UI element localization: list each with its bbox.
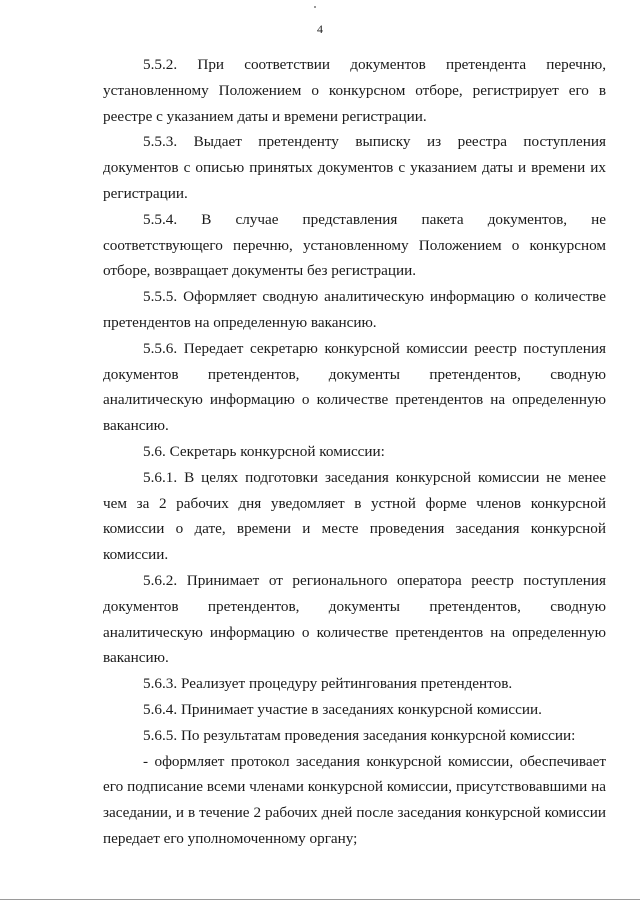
paragraph-5-5-4: 5.5.4. В случае представления пакета документов, не соответствующего перечню, установленному Положением о конкурсном отборе, возвращает документы без регистрации. bbox=[103, 210, 606, 280]
scan-bottom-edge bbox=[0, 899, 640, 900]
paragraph-5-6-3: 5.6.3. Реализует процедуру рейтингования претендентов. bbox=[143, 675, 513, 693]
paragraph-protocol-item: - оформляет протокол заседания конкурсной комиссии, обеспечивает его подписание всеми членами конкурсной комиссии, присутствовавшими на заседании, и в течение 2 рабочих дней после заседания конкурсной комиссии передает его уполномоченному органу; bbox=[103, 752, 606, 847]
paragraph-5-5-6: 5.5.6. Передает секретарю конкурсной комиссии реестр поступления документов претендентов, документы претендентов, сводную аналитическую информацию о количестве претендентов на определенную вакансию. bbox=[103, 339, 606, 435]
paragraph-5-5-3: 5.5.3. Выдает претенденту выписку из реестра поступления документов с описью принятых документов с указанием даты и времени их регистрации. bbox=[103, 133, 606, 202]
paragraph-5-6-1: 5.6.1. В целях подготовки заседания конкурсной комиссии не менее чем за 2 рабочих дня уведомляет в устной форме членов конкурсной комиссии о дате, времени и месте проведения заседания конкурсной комиссии. bbox=[103, 468, 606, 564]
paragraph-5-6-4: 5.6.4. Принимает участие в заседаниях конкурсной комиссии. bbox=[143, 700, 542, 718]
paragraph-5-5-2: 5.5.2. При соответствии документов претендента перечню, установленному Положением о конкурсном отборе, регистрирует его в реестре с указанием даты и времени регистрации. bbox=[103, 56, 606, 125]
paragraph-5-6-2: 5.6.2. Принимает от регионального оператора реестр поступления документов претендентов, документы претендентов, сводную аналитическую информацию о количестве претендентов на определенную вакансию. bbox=[103, 571, 606, 667]
paragraph-5-5-5: 5.5.5. Оформляет сводную аналитическую информацию о количестве претендентов на определенную вакансию. bbox=[103, 288, 606, 331]
page-number: 4 bbox=[317, 22, 323, 36]
scan-artifact-dot bbox=[314, 6, 316, 8]
document-body bbox=[103, 52, 606, 852]
paragraph-5-6: 5.6. Секретарь конкурсной комиссии: bbox=[143, 442, 385, 460]
paragraph-5-6-5: 5.6.5. По результатам проведения заседания конкурсной комиссии: bbox=[143, 726, 576, 744]
